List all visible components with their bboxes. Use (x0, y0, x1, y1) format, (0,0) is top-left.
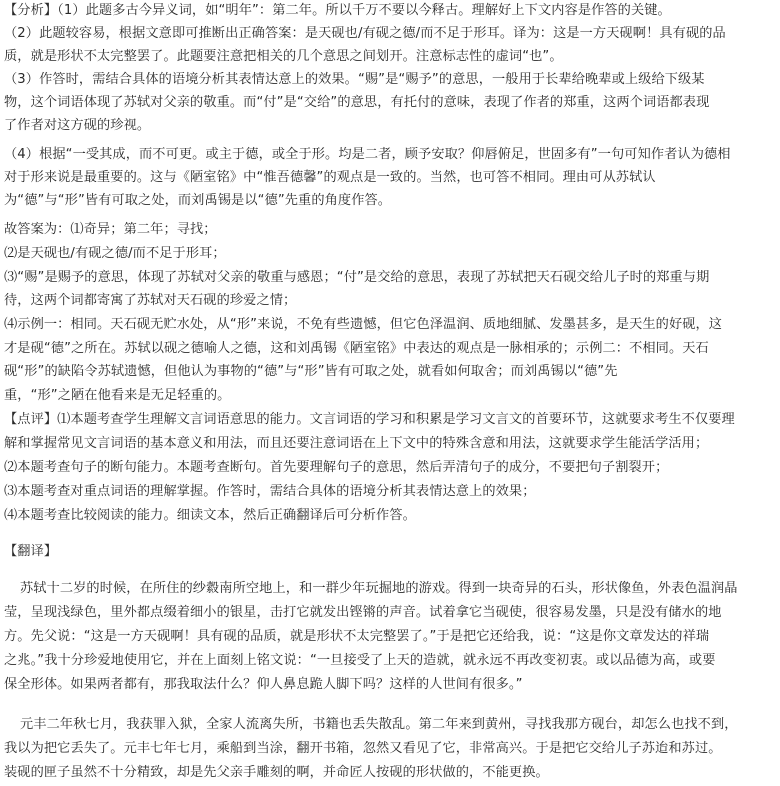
answer-line-6: 才是砚“德”之所在。苏轼以砚之德喻人之德，这和刘禹锡《陋室铭》中表达的观点是一脉相承的；示例二：不相同。天石 (4, 341, 709, 356)
answer-line-4: 待，这两个词都寄寓了苏轼对天石砚的珍爱之情； (4, 293, 297, 308)
analysis-line-8: 对于形来说是最重要的。这与《陋室铭》中“惟吾德馨”的观点是一致的。当然，也可答不相同。理由可从苏轼认 (4, 170, 656, 185)
translation-line-5: 保全形体。如果两者都有，那我取法什么？仰人鼻息跪人脚下吗？这样的人世间有很多。” (4, 677, 523, 692)
answer-line-5: ⑷示例一：相同。天石砚无贮水处，从“形”来说，不免有些遗憾，但它色泽温润、质地细腻、发墨甚多，是天生的好砚，这 (4, 317, 723, 332)
translation-line-2: 莹，呈现浅绿色，里外都点缀着细小的银星，击打它就发出铿锵的声音。试着拿它当砚使，很容易发墨，只是没有储水的地 (4, 605, 722, 620)
comment-line-1: 【点评】⑴本题考查学生理解文言词语意思的能力。文言词语的学习和积累是学习文言文的首要环节，这就要求考生不仅要理 (4, 412, 735, 427)
comment-line-2: 解和掌握常见文言词语的基本意义和用法，而且还要注意词语在上下文中的特殊含意和用法，这就要求学生能活学活用； (4, 436, 709, 451)
analysis-line-9: 为“德”与“形”皆有可取之处，而刘禹锡是以“德”先重的角度作答。 (4, 193, 392, 208)
analysis-line-1: 【分析】（1）此题多古今异义词，如“明年”：第二年。所以千万不要以今释古。理解好上下文内容是作答的关键。 (4, 3, 671, 18)
translation-line-4: 之兆。”我十分珍爱地使用它，并在上面刻上铭文说：“一旦接受了上天的造就，就永远不再改变初衷。或以品德为高，或要 (4, 653, 716, 668)
comment-line-5: ⑷本题考查比较阅读的能力。细读文本，然后正确翻译后可分析作答。 (4, 508, 416, 523)
comment-line-4: ⑶本题考查对重点词语的理解掌握。作答时，需结合具体的语境分析其表情达意上的效果； (4, 484, 536, 499)
analysis-line-7: （4）根据“一受其成，而不可更。或主于德，或全于形。均是二者，顾予安取？仰唇俯足，世固多有”一句可知作者认为德相 (4, 147, 731, 162)
analysis-line-4: （3）作答时，需结合具体的语境分析其表情达意上的效果。“赐”是“赐予”的意思，一般用于长辈给晚辈或上级给下级某 (4, 72, 705, 87)
answer-line-1: 故答案为：⑴奇异；第二年；寻找； (4, 222, 217, 237)
analysis-line-3: 质，就是形状不太完整罢了。此题要注意把相关的几个意思之间划开。注意标志性的虚词“也”。 (4, 49, 563, 64)
translation-line-7: 我以为把它丢失了。元丰七年七月，乘船到当涂，翻开书箱，忽然又看见了它，非常高兴。于是把它交给儿子苏迨和苏过。 (4, 741, 722, 756)
answer-line-2: ⑵是天砚也/有砚之德/而不足于形耳； (4, 246, 226, 261)
comment-line-3: ⑵本题考查句子的断句能力。本题考查断句。首先要理解句子的意思，然后弄清句子的成分，不要把句子割裂开； (4, 460, 669, 475)
translation-line-6: 元丰二年秋七月，我获罪入狱，全家人流离失所，书籍也丢失散乱。第二年来到黄州，寻找我那方砚台，却怎么也找不到， (20, 717, 738, 732)
translation-line-8: 装砚的匣子虽然不十分精致，却是先父亲手雕刻的啊，并命匠人按砚的形状做的，不能更换。 (4, 765, 549, 780)
analysis-line-2: （2）此题较容易，根据文意即可推断出正确答案：是天砚也/有砚之德/而不足于形耳。译为：这是一方天砚啊！具有砚的品 (4, 26, 726, 41)
translation-line-1: 苏轼十二岁的时候，在所住的纱縠南所空地上，和一群少年玩掘地的游戏。得到一块奇异的石头，形状像鱼，外表色温润晶 (20, 581, 738, 596)
analysis-line-6: 了作者对这方砚的珍视。 (4, 118, 151, 133)
analysis-line-5: 物，这个词语体现了苏轼对父亲的敬重。而“付”是“交给”的意思，有托付的意味，表现了作者的郑重，这两个词语都表现 (4, 95, 710, 110)
answer-line-8: 重，“形”之陋在他看来是无足轻重的。 (4, 388, 231, 403)
answer-line-3: ⑶“赐”是赐予的意思，体现了苏轼对父亲的敬重与感恩；“付”是交给的意思，表现了苏轼把天石砚交给儿子时的郑重与期 (4, 270, 710, 285)
translation-line-3: 方。先父说：“这是一方天砚啊！具有砚的品质，就是形状不太完整罢了。”于是把它还给我，说：“这是你文章发达的祥瑞 (4, 629, 710, 644)
answer-line-7: 砚“形”的缺陷令苏轼遗憾，但他认为事物的“德”与“形”皆有可取之处，就看如何取舍；而刘禹锡以“德”先 (4, 364, 618, 379)
translation-heading: 【翻译】 (4, 544, 58, 559)
